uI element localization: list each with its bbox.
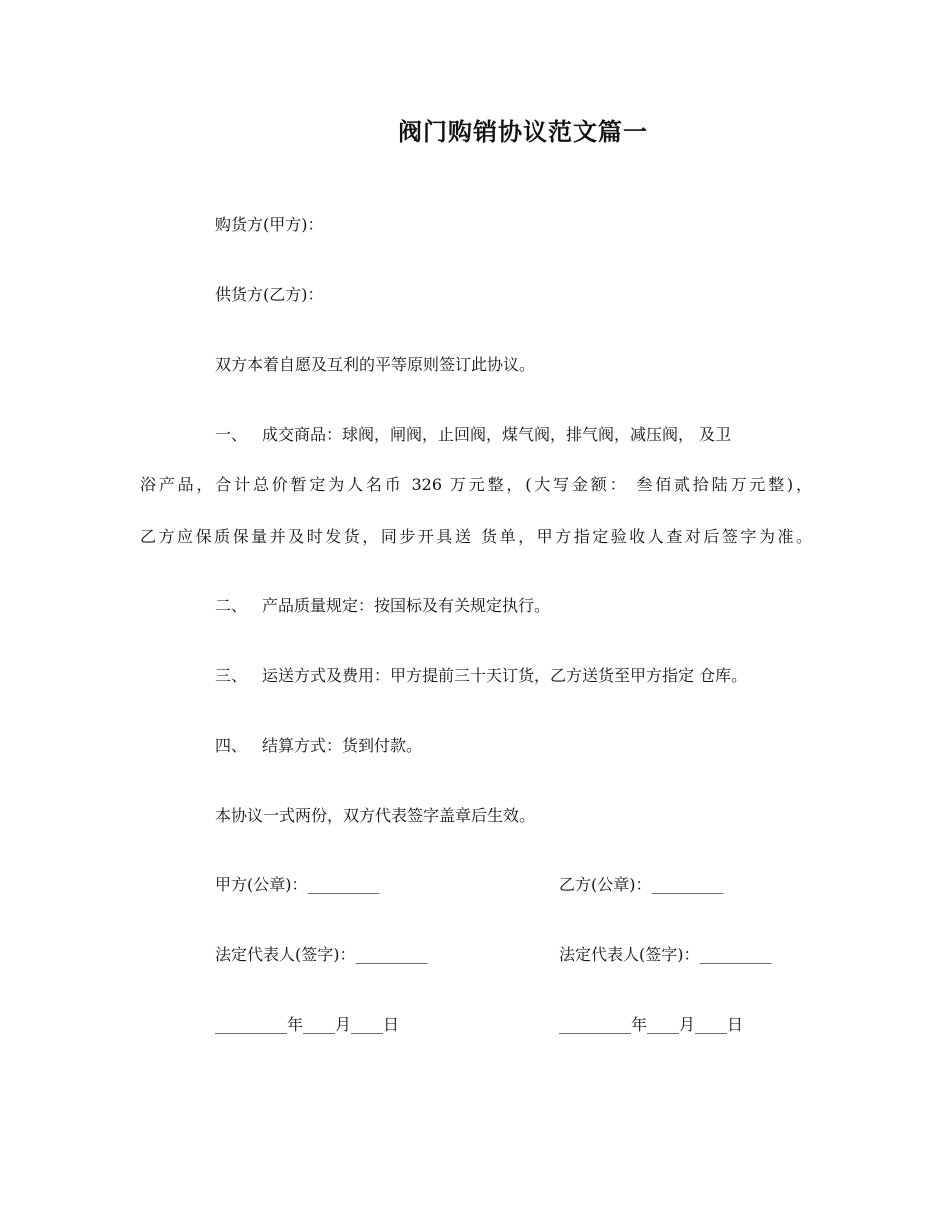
document-title: 阀门购销协议范文篇一 — [398, 117, 648, 146]
clause-4-text: 结算方式：货到付款。 — [262, 736, 423, 755]
clause-1-line-1 — [215, 423, 731, 447]
clause-3-number: 三、 — [215, 666, 248, 685]
party-a-date-field: _________年____月____日 — [215, 1015, 400, 1034]
party-a-representative-field: 法定代表人(签字)：_________ — [215, 945, 428, 964]
clause-3 — [215, 664, 747, 688]
clause-4 — [215, 734, 422, 758]
clause-4-number: 四、 — [215, 736, 248, 755]
buyer-label: 购货方(甲方)： — [215, 215, 324, 234]
seller-label: 供货方(乙方)： — [215, 285, 324, 304]
clause-2-number: 二、 — [215, 596, 248, 615]
clause-1-text: 成交商品：球阀，闸阀，止回阀，煤气阀，排气阀，减压阀， 及卫 — [262, 425, 732, 444]
party-b-representative-field: 法定代表人(签字)：_________ — [559, 945, 772, 964]
party-b-date-field: _________年____月____日 — [559, 1015, 744, 1034]
party-b-seal-field: 乙方(公章)：_________ — [559, 875, 724, 894]
closing-text: 本协议一式两份，双方代表签字盖章后生效。 — [215, 806, 536, 825]
clause-1-number: 一、 — [215, 425, 248, 444]
clause-2 — [215, 594, 550, 618]
preamble-text: 双方本着自愿及互利的平等原则签订此协议。 — [215, 355, 536, 374]
clause-1-line-2: 浴产品，合计总价暂定为人名币 326 万元整，(大写金额： 叁佰贰拾陆万元整)， — [140, 475, 812, 494]
clause-3-text: 运送方式及费用：甲方提前三十天订货，乙方送货至甲方指定 仓库。 — [262, 666, 748, 685]
clause-2-text: 产品质量规定：按国标及有关规定执行。 — [262, 596, 551, 615]
clause-1-line-3: 乙方应保质保量并及时发货，同步开具送 货单，甲方指定验收人查对后签字为准。 — [140, 527, 812, 546]
party-a-seal-field: 甲方(公章)：_________ — [215, 875, 380, 894]
